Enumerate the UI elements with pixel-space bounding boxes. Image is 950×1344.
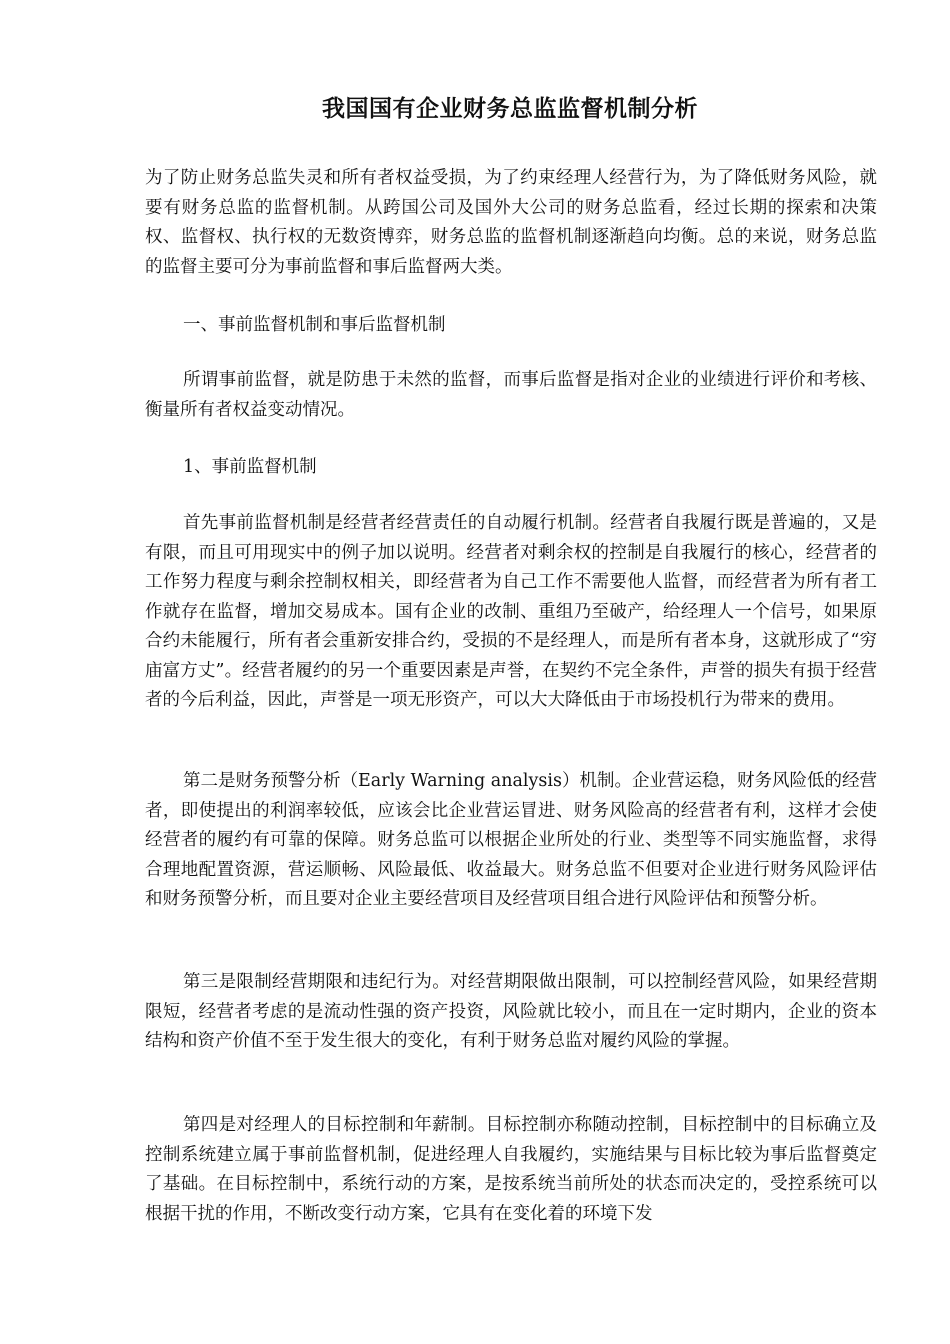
paragraph-third: 第三是限制经营期限和违纪行为。对经营期限做出限制，可以控制经营风险，如果经营期限短，经营者考虑的是流动性强的资产投资，风险就比较小，而且在一定时期内，企业的资本结构和资产价值不至于发生很大的变化，有利于财务总监对履约风险的掌握。 (145, 972, 877, 1051)
intro-paragraph: 为了防止财务总监失灵和所有者权益受损，为了约束经理人经营行为，为了降低财务风险，就要有财务总监的监督机制。从跨国公司及国外大公司的财务总监看，经过长期的探索和决策权、监督权、执行权的无数资博弈，财务总监的监督机制逐渐趋向均衡。总的来说，财务总监的监督主要可分为事前监督和事后监督两大类。 (145, 168, 877, 277)
document-title: 我国国有企业财务总监监督机制分析 (322, 95, 698, 122)
subsection-heading-1: 1、事前监督机制 (183, 457, 317, 477)
paragraph-first: 首先事前监督机制是经营者经营责任的自动履行机制。经营者自我履行既是普遍的，又是有限，而且可用现实中的例子加以说明。经营者对剩余权的控制是自我履行的核心，经营者的工作努力程度与剩余控制权相关，即经营者为自己工作不需要他人监督，而经营者为所有者工作就存在监督，增加交易成本。国有企业的改制、重组乃至破产，给经理人一个信号，如果原合约未能履行，所有者会重新安排合约，受损的不是经理人，而是所有者本身，这就形成了“穷庙富方丈”。经营者履约的另一个重要因素是声誉，在契约不完全条件，声誉的损失有损于经营者的今后利益，因此，声誉是一项无形资产，可以大大降低由于市场投机行为带来的费用。 (145, 513, 877, 710)
paragraph-fourth: 第四是对经理人的目标控制和年薪制。目标控制亦称随动控制，目标控制中的目标确立及控制系统建立属于事前监督机制，促进经理人自我履约，实施结果与目标比较为事后监督奠定了基础。在目标控制中，系统行动的方案，是按系统当前所处的状态而决定的，受控系统可以根据干扰的作用，不断改变行动方案，它具有在变化着的环境下发 (145, 1115, 877, 1224)
section-heading-1: 一、事前监督机制和事后监督机制 (183, 315, 446, 335)
paragraph-second: 第二是财务预警分析（Early Warning analysis）机制。企业营运稳，财务风险低的经营者，即使提出的利润率较低，应该会比企业营运冒进、财务风险高的经营者有利，这样才会使经营者的履约有可靠的保障。财务总监可以根据企业所处的行业、类型等不同实施监督，求得合理地配置资源，营运顺畅、风险最低、收益最大。财务总监不但要对企业进行财务风险评估和财务预警分析，而且要对企业主要经营项目及经营项目组合进行风险评估和预警分析。 (145, 771, 877, 909)
section1-paragraph: 所谓事前监督，就是防患于未然的监督，而事后监督是指对企业的业绩进行评价和考核、衡量所有者权益变动情况。 (145, 370, 877, 420)
